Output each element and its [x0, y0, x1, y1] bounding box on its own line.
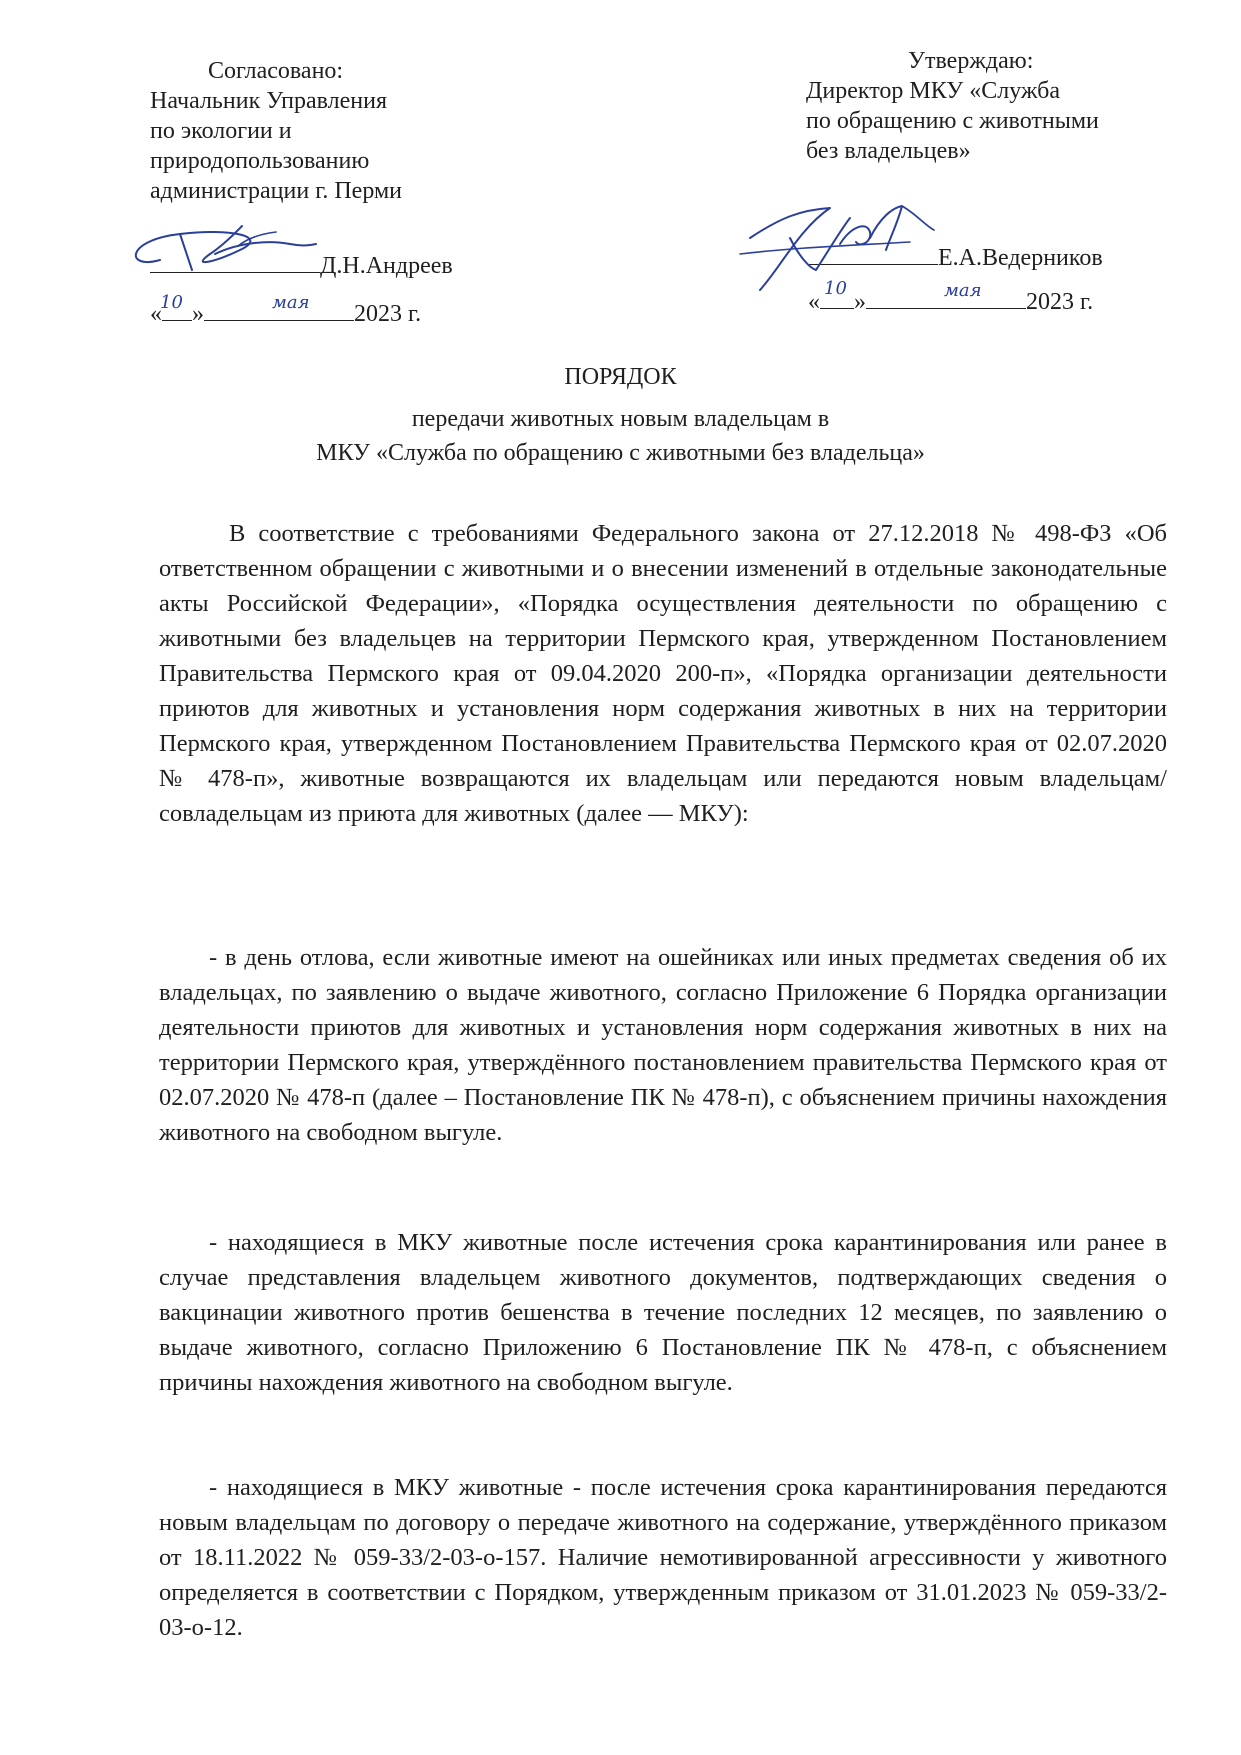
agreed-name: Д.Н.Андреев — [320, 253, 453, 279]
approve-header: Утверждаю: — [908, 48, 1034, 74]
agreed-date-month-handwritten: мая — [272, 292, 310, 313]
agreed-position-line: администрации г. Перми — [150, 178, 402, 204]
agreed-header: Согласовано: — [208, 58, 344, 84]
document-subtitle-line-2: МКУ «Служба по обращению с животными без владельца» — [316, 440, 925, 466]
quote-close: » — [854, 289, 866, 315]
quote-close: » — [192, 301, 204, 327]
document-title: ПОРЯДОК — [564, 364, 677, 390]
approve-name: Е.А.Ведерников — [938, 245, 1103, 271]
agreed-signature — [120, 220, 320, 290]
agreed-position-line: природопользованию — [150, 148, 370, 174]
body-item-1: - в день отлова, если животные имеют на ошейниках или иных предметах сведения об их владельцах, по заявлению о выдаче животного, согласно Приложение 6 Порядка организации деятельности приютов для животных и установления норм содержания животных в них на территории Пермского края, утверждённого постановлением правительства Пермского края от 02.07.2020 № 478-п (далее – Постановление ПК № 478-п), с объяснением причины нахождения животного на свободном выгуле. — [159, 944, 1167, 1146]
document-subtitle-line-1: передачи животных новым владельцам в — [411, 406, 830, 432]
quote-open: « — [808, 289, 820, 315]
approve-date-month-handwritten: мая — [944, 280, 982, 301]
approve-position-line: по обращению с животными — [806, 108, 1099, 134]
agreed-position-line: по экологии и — [150, 118, 292, 144]
approve-block — [806, 46, 1099, 166]
agreed-date-year: 2023 г. — [354, 301, 422, 327]
approve-position-line: без владельцев» — [806, 138, 971, 164]
body-item-2: - находящиеся в МКУ животные после истечения срока карантинирования или ранее в случае представления владельцем животного документов, подтверждающих сведения о вакцинации животного против бешенства в течение последних 12 месяцев, по заявлению о выдаче животного, согласно Приложению 6 Постановление ПК № 478-п, с объяснением причины нахождения животного на свободном выгуле. — [159, 1229, 1167, 1396]
agreed-block — [150, 56, 402, 206]
approve-date-year: 2023 г. — [1026, 289, 1094, 315]
approve-position-line: Директор МКУ «Служба — [806, 78, 1061, 104]
quote-open: « — [150, 301, 162, 327]
agreed-position-line: Начальник Управления — [150, 88, 387, 114]
agreed-date-day-handwritten: 10 — [160, 292, 183, 313]
approve-date-day-handwritten: 10 — [824, 278, 847, 299]
body-intro-paragraph: В соответствие с требованиями Федерального закона от 27.12.2018 № 498-ФЗ «Об ответственном обращении с животными и о внесении изменений в отдельные законодательные акты Российской Федерации», «Порядка осуществления деятельности по обращению с животными без владельцев на территории Пермского края, утвержденном Постановлением Правительства Пермского края от 09.04.2020 200-п», «Порядка организации деятельности приютов для животных и установления норм содержания животных в них на территории Пермского края, утвержденном Постановлением Правительства Пермского края от 02.07.2020 № 478-п», животные возвращаются их владельцам или передаются новым владельцам/совладельцам из приюта для животных (далее — МКУ): — [159, 520, 1167, 827]
body-item-3: - находящиеся в МКУ животные - после истечения срока карантинирования передаются новым владельцам по договору о передаче животного на содержание, утверждённого приказом от 18.11.2022 № 059-33/2-03-о-157. Наличие немотивированной агрессивности у животного определяется в соответствии с Порядком, утвержденным приказом от 31.01.2023 № 059-33/2-03-о-12. — [159, 1474, 1167, 1641]
